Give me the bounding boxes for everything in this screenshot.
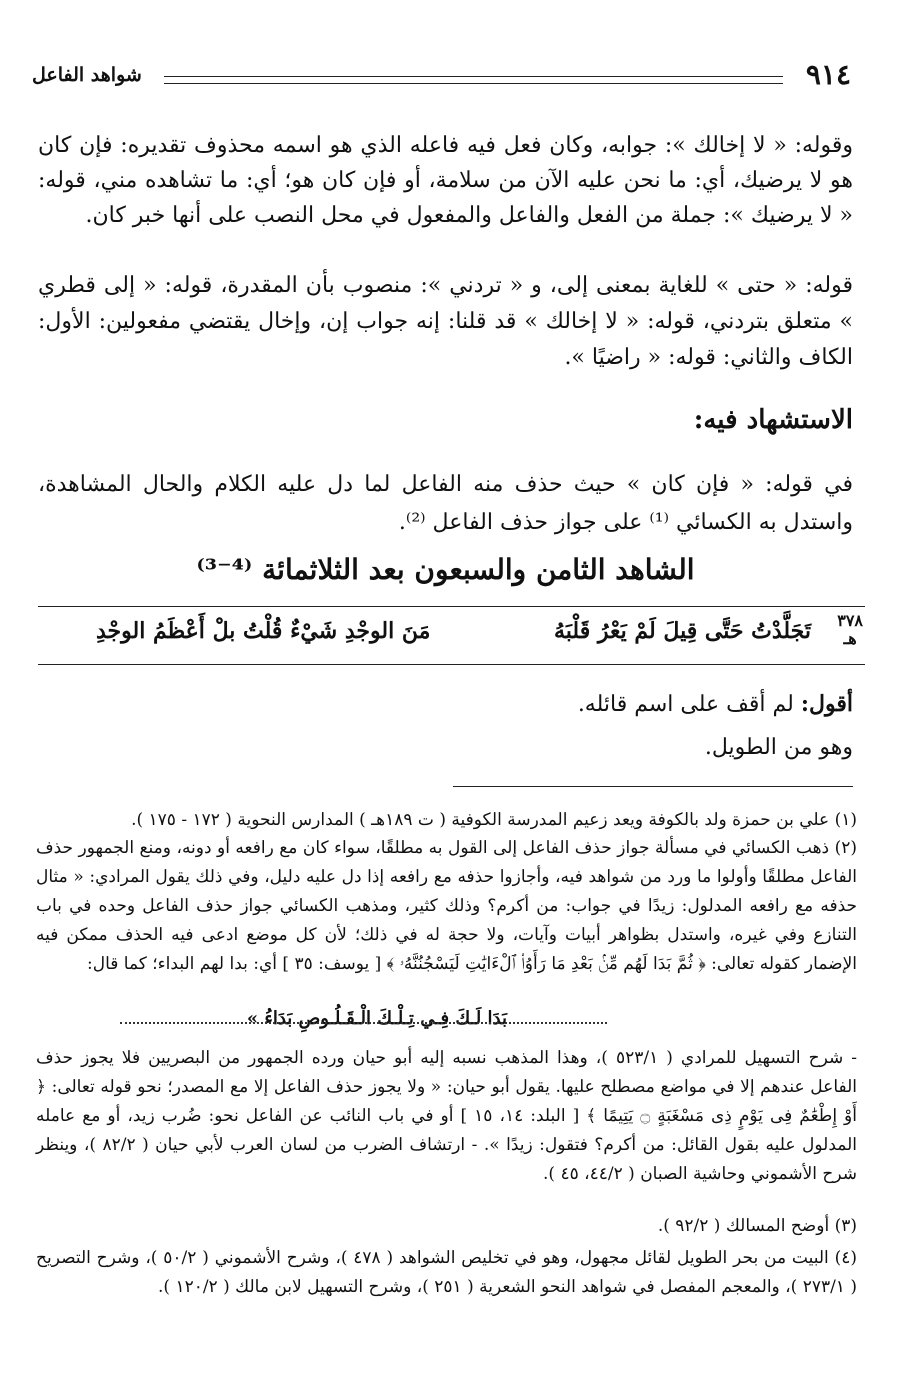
running-title: شواهد الفاعل [32,64,142,86]
verse-number-value: ٣٧٨ [837,611,863,630]
verse-first-hemistich: تَجَلَّدْتُ حَتَّى قِيلَ لَمْ يَعْرُ قَلْبَهُ [553,618,811,644]
header-rule [164,76,783,84]
shahid-title: الشاهد الثامن والسبعون بعد الثلاثمائة ⁽⁴⁻³⁾ [196,553,695,586]
aqul-label: أقول: [800,691,853,717]
bahr-line: وهو من الطويل. [704,735,853,760]
verse-number-suffix: هـ [843,629,857,648]
verse-bottom-rule [38,664,865,665]
verse-top-rule [38,606,865,607]
paragraph-3: في قوله: « فإن كان » حيث حذف منه الفاعل لما دل عليه الكلام والحال المشاهدة، واستدل به الكسائي ⁽¹⁾ على جواز حذف الفاعل ⁽²⁾. [38,472,853,535]
page-header [32,58,851,98]
footnote-1: (١) علي بن حمزة ولد بالكوفة ويعد زعيم المدرسة الكوفية ( ت ١٨٩هـ ) المدارس النحوية ( ١٧٢ - ١٧٥ ). [131,810,857,830]
aqul-text: لم أقف على اسم قائله. [577,692,794,717]
aqul-line [38,686,853,723]
verse-number [837,612,863,648]
verse-second-hemistich: مَنَ الوجْدِ شَيْءٌ قُلْتُ بلْ أَعْظَمُ الوجْدِ [96,618,431,644]
footnote-3: (٣) أوضح المسالك ( ٩٢/٢ ). [657,1216,857,1236]
footnote-4: (٤) البيت من بحر الطويل لقائل مجهول، وهو في تخليص الشواهد ( ٤٧٨ )، وشرح الأشموني ( ٥٠/٢ )، وشرح التصريح ( ٢٧٣/١ )، والمعجم المفصل في شواهد النحو الشعرية ( ٢٥١ )، وشرح التسهيل لابن مالك ( ١٢٠/٢ ). [36,1248,857,1297]
footnote-separator [453,786,853,787]
paragraph-2: قوله: « حتى » للغاية بمعنى إلى، و « تردني »: منصوب بأن المقدرة، قوله: « إلى قطري » متعلق بتردني، قوله: « لا إخالك » قد قلنا: إنه جواب إن، وإخال يقتضي مفعولين: الأول: الكاف والثاني: قوله: « راضيًا ». [38,273,853,370]
footnote-2-continued: - شرح التسهيل للمرادي ( ٥٢٣/١ )، وهذا المذهب نسبه إليه أبو حيان ورده الجمهور من البصريين فلا يجوز حذف الفاعل عندهم إلا في مواضع مصطلح عليها. يقول أبو حيان: « ولا يجوز حذف الفاعل إلا مع المصدر؛ نحو قوله تعالى: ﴿ أَوْ إِطْعَٰمٌ فِى يَوْمٍ ذِى مَسْغَبَةٍ ۝ يَتِيمًا ﴾ [ البلد: ١٤، ١٥ ] أو في باب النائب عن الفاعل نحو: ضُرب زيد، أو مع عامله المدلول عليه بقول القائل: من أكرم؟ فتقول: زيدًا ». - ارتشاف الضرب من لسان العرب لأبي حيان ( ٨٢/٢ )، وينظر شرح الأشموني وحاشية الصبان ( ٤٤/٢، ٤٥ ). [36,1048,857,1184]
page-number: ٩١٤ [805,58,851,91]
paragraph-1: وقوله: « لا إخالك »: جوابه، وكان فعل فيه فاعله الذي هو اسمه محذوف تقديره: فإن كان هو لا يرضيك، أي: ما نحن عليه الآن من سلامة، أو فإن كان هو؛ أي: ما تشاهده مني، قوله: « لا يرضيك »: جملة من الفعل والفاعل والمفعول في محل النصب على أنها خبر كان. [38,133,853,228]
verse-dotted-line [120,1022,607,1024]
istishhad-heading: الاستشهاد فيه: [693,405,853,435]
footnote-2-verse: بَدَا لَـكَ فِـي تِـلْـكَ الْـقَـلُـوصِ بَدَاءُ » [246,1008,507,1029]
footnote-2: (٢) ذهب الكسائي في مسألة جواز حذف الفاعل إلى القول به مطلقًا، سواء كان مع رافعه أو دونه، ومنع الجمهور حذف الفاعل مطلقًا وأولوا ما ورد من شواهد فيه، وأجازوا حذفه مع رافعه إذا دل عليه دليل، وفي ذلك يقول المرادي: « مثال حذفه مع رافعه المدلول: زيدًا في جواب: من أكرم؟ وذلك كثير، ومذهب الكسائي جواز حذف الفاعل وحده في باب التنازع وفي غيره، واستدل بظواهر أبيات وآيات، ولا حجة له في ذلك؛ لأن كل موضع ادعى فيه الحذف ممكن فيه الإضمار كقوله تعالى: ﴿ ثُمَّ بَدَا لَهُم مِّنۢ بَعْدِ مَا رَأَوُا۟ ٱلْءَايَٰتِ لَيَسْجُنُنَّهُۥ ﴾ [ يوسف: ٣٥ ] أي: بدا لهم البداء؛ كما قال: [36,838,857,974]
